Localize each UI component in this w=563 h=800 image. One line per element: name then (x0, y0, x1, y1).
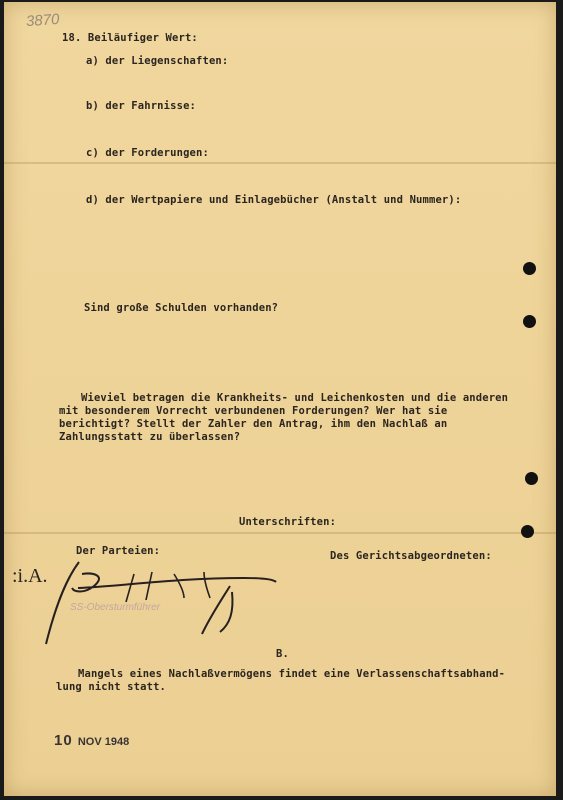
paper-fold (4, 162, 556, 164)
signatures-heading: Unterschriften: (239, 516, 337, 528)
punch-hole (523, 262, 536, 275)
document-page (4, 2, 556, 796)
paper-fold (4, 532, 556, 534)
signature-initials: :i.A. (12, 565, 48, 587)
punch-hole (523, 315, 536, 328)
officer-stamp: SS-Obersturmführer (70, 602, 161, 613)
date-stamp (54, 732, 129, 749)
punch-hole (525, 472, 538, 485)
date-stamp-month-year: NOV 1948 (77, 736, 130, 748)
question-costs: Wieviel betragen die Krankheits- und Leichenkosten und die anderen mit besonderem Vorrecht verbundenen Forderungen? Wer hat sie berichtigt? Stellt der Zahler den Antrag, ihm den Nachlaß an Zahlungsstatt zu überlassen? (59, 392, 509, 443)
question-debts: Sind große Schulden vorhanden? (84, 302, 279, 314)
pencil-number: 3870 (25, 10, 60, 31)
item18-b: b) der Fahrnisse: (86, 100, 197, 112)
court-label: Des Gerichtsabgeordneten: (330, 550, 492, 562)
punch-hole (521, 525, 534, 538)
parties-label: Der Parteien: (76, 545, 161, 557)
item18-d: d) der Wertpapiere und Einlagebücher (Anstalt und Nummer): (86, 194, 462, 206)
section-b-line1: Mangels eines Nachlaßvermögens findet eine Verlassenschaftsabhand- (78, 668, 506, 680)
section-b-line2: lung nicht statt. (56, 681, 167, 693)
item18-c: c) der Forderungen: (86, 147, 209, 159)
section-b-label: B. (276, 648, 289, 660)
item18-a: a) der Liegenschaften: (86, 55, 229, 67)
date-stamp-day: 10 (54, 732, 73, 749)
item18-heading: 18. Beiläufiger Wert: (62, 32, 198, 44)
